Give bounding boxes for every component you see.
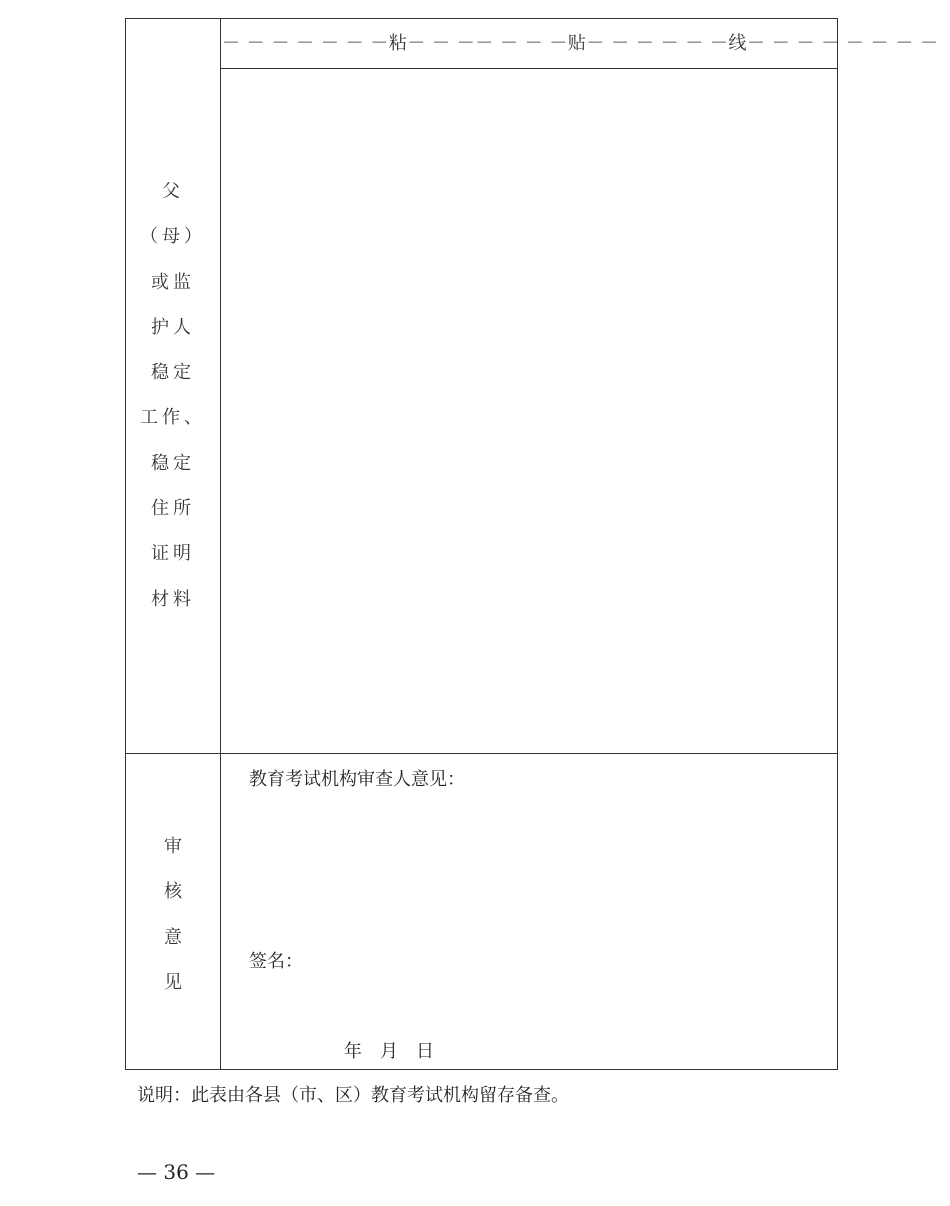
- review-label-char: 意: [164, 926, 182, 948]
- review-label-char: 审: [164, 836, 182, 857]
- signature-field: 签名：: [249, 951, 303, 972]
- review-label-char: 见: [164, 971, 182, 993]
- reviewer-opinion-prompt: 教育考试机构审查人意见：: [249, 769, 465, 790]
- proof-label-line: 材料: [151, 588, 195, 610]
- proof-label-line: 护人: [151, 316, 195, 338]
- paste-line: － － － － － － －粘－ － －－ － － －贴－ － － － － －线－ － － － － － － －: [222, 33, 939, 54]
- page-number: — 36 —: [137, 1160, 216, 1184]
- proof-label-line: 父: [162, 181, 184, 202]
- proof-label-line: 工作、: [140, 407, 206, 429]
- proof-label-line: 或监: [151, 271, 195, 293]
- column-divider: [220, 19, 221, 1069]
- proof-label-line: 稳定: [151, 452, 195, 474]
- date-field: 年 月 日: [344, 1041, 434, 1062]
- paste-row-divider: [220, 68, 837, 69]
- proof-label-line: （母）: [140, 226, 206, 248]
- review-opinion-label: [126, 824, 220, 1005]
- review-label-char: 核: [164, 881, 182, 903]
- section-divider: [126, 753, 837, 754]
- proof-materials-label: [126, 169, 220, 622]
- proof-label-line: 住所: [151, 498, 195, 520]
- form-table: [125, 18, 939, 1070]
- footnote: 说明：此表由各县（市、区）教育考试机构留存备查。: [137, 1085, 569, 1106]
- proof-label-line: 证明: [151, 543, 195, 565]
- proof-label-line: 稳定: [151, 362, 195, 384]
